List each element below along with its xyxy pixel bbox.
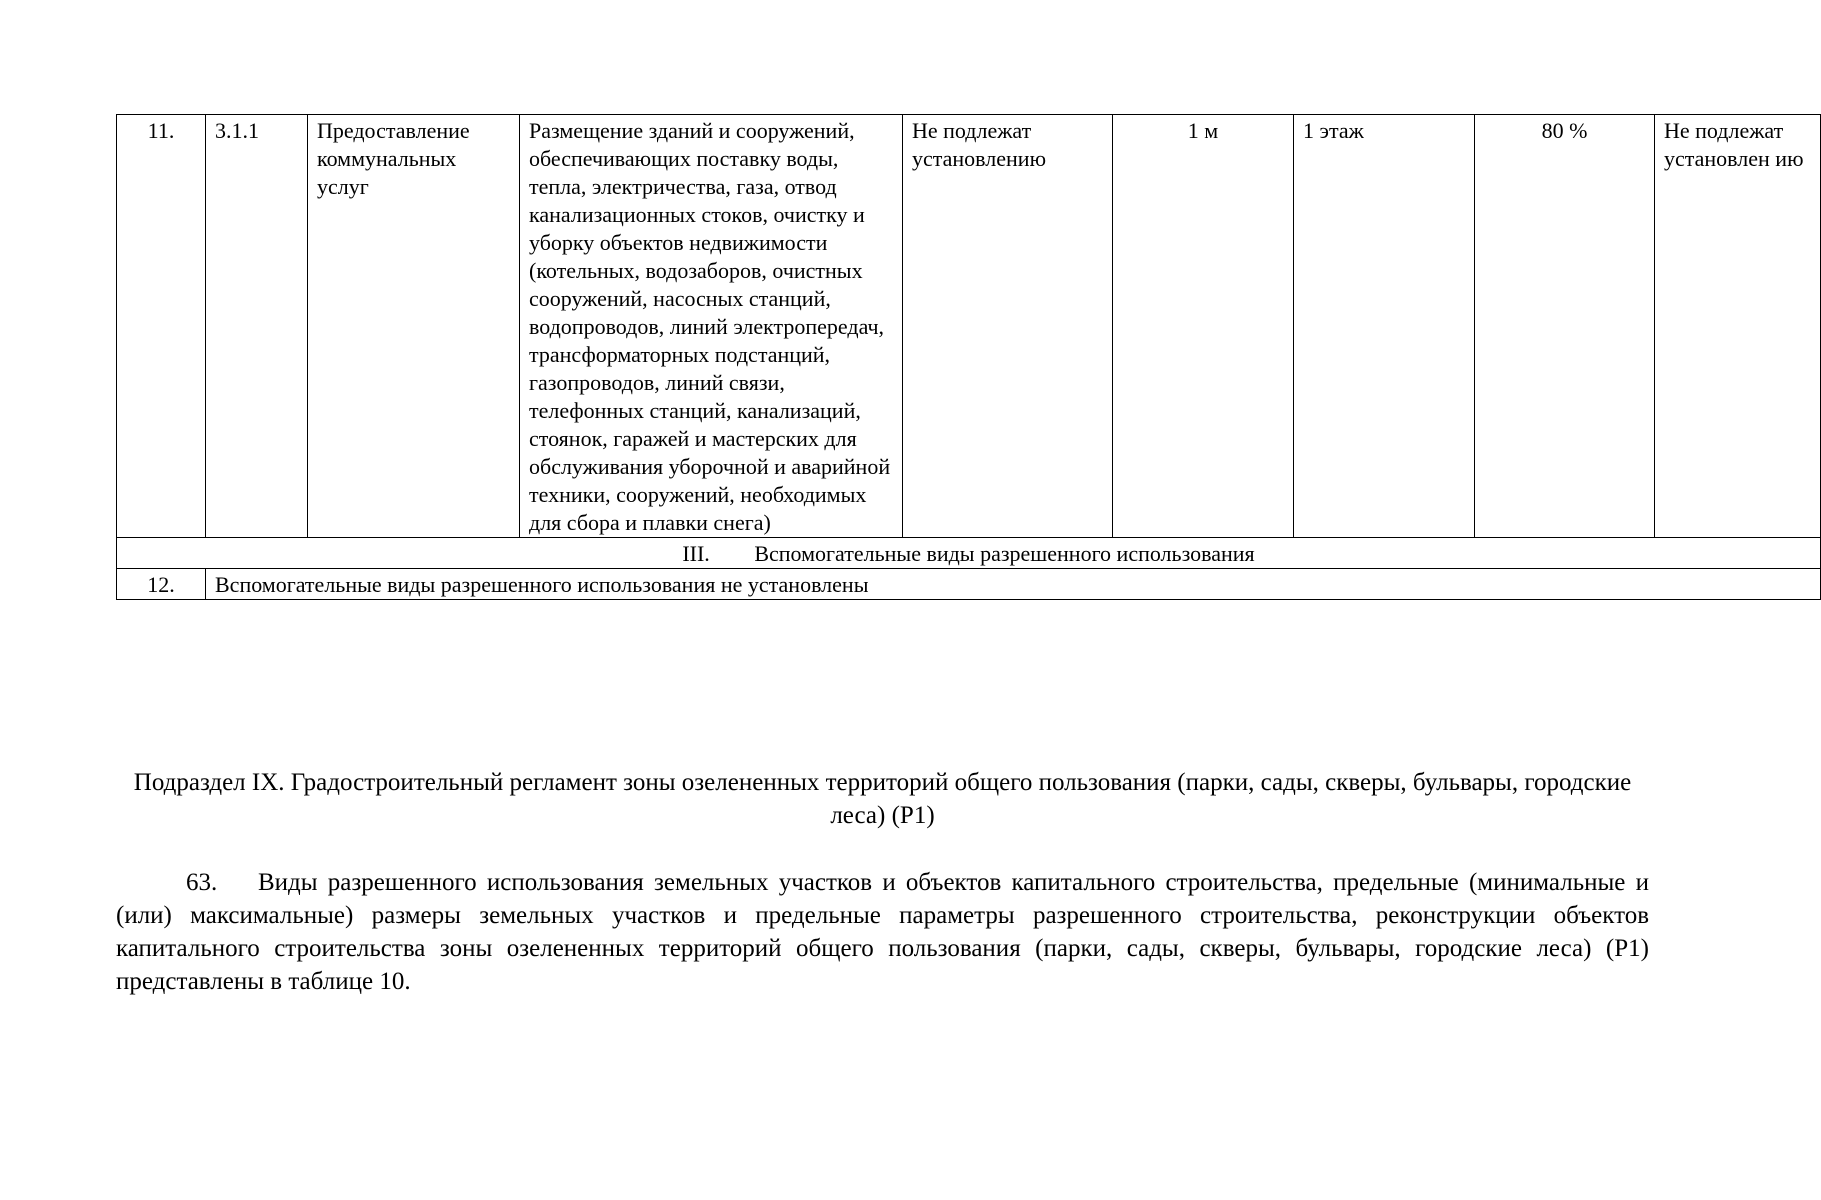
indent-cell: 1 м	[1113, 115, 1294, 538]
paragraph-text: Виды разрешенного использования земельных участков и объектов капитального строительства, предельные (минимальные и (или) максимальные) размеры земельных участков и предельные параметры разрешенного строительства, реконструкции объектов капитального строительства зоны озелененных территорий общего пользования (парки, сады, скверы, бульвары, городские леса) (Р1) представлены в таблице 10.	[116, 869, 1649, 995]
section-roman: III.	[682, 541, 710, 566]
paragraph-number: 63.	[186, 869, 218, 896]
row-number: 12.	[117, 569, 206, 600]
section-title: Вспомогательные виды разрешенного использования	[754, 541, 1255, 566]
regulation-table	[116, 114, 1821, 600]
floors-cell: 1 этаж	[1294, 115, 1475, 538]
other-params-cell: Не подлежат установлен ию	[1655, 115, 1821, 538]
table-row-12	[117, 569, 1821, 600]
paragraph-63	[116, 866, 1649, 998]
table-row-11	[117, 115, 1821, 538]
use-description: Размещение зданий и сооружений, обеспечивающих поставку воды, тепла, электричества, газа, отвод канализационных стоков, очистку и уборку объектов недвижимости (котельных, водозаборов, очистных сооружений, насосных станций, водопроводов, линий электропередач, трансформаторных подстанций, газопроводов, линий связи, телефонных станций, канализаций, стоянок, гаражей и мастерских для обслуживания уборочной и аварийной техники, сооружений, необходимых для сбора и плавки снега)	[520, 115, 903, 538]
subsection-heading: Подраздел IX. Градостроительный регламент зоны озелененных территорий общего пользования (парки, сады, скверы, бульвары, городские леса) (Р1)	[133, 769, 1632, 829]
building-percent-cell: 80 %	[1475, 115, 1655, 538]
section-row	[117, 538, 1821, 569]
use-name: Предоставление коммунальных услуг	[308, 115, 520, 538]
use-code: 3.1.1	[206, 115, 308, 538]
section-heading	[117, 538, 1821, 569]
plot-size-cell: Не подлежат установлению	[903, 115, 1113, 538]
row-number: 11.	[117, 115, 206, 538]
row12-text: Вспомогательные виды разрешенного использования не установлены	[206, 569, 1821, 600]
